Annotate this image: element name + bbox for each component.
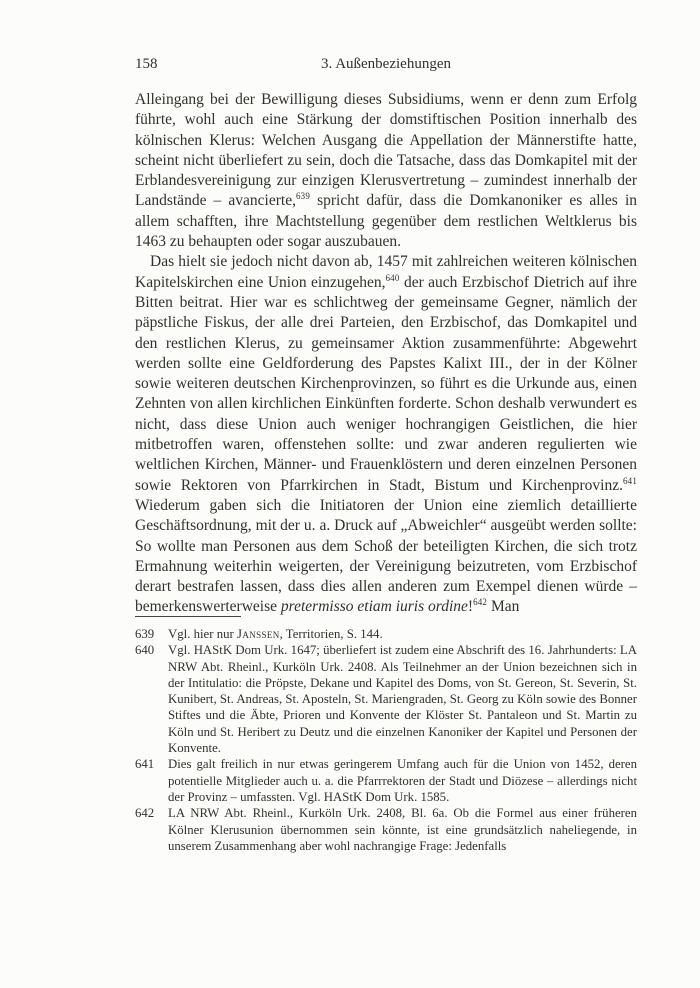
footnote-list: [135, 626, 637, 854]
footnote-number: 639: [135, 627, 155, 641]
footnote-separator: [135, 616, 241, 617]
paragraph: Das hielt sie jedoch nicht davon ab, 1457 mit zahlreichen weiteren kölnischen Kapitelskirchen eine Union einzugehen,$^{640}$ der auch Erzbischof Dietrich auf ihre Bitten beitrat. Hier war es schlichtweg der gemeinsame Gegner, nämlich der päpstliche Fiskus, der alle drei Parteien, den Erzbischof, das Domkapitel und den restlichen Klerus, zu gemeinsamer Aktion zusammenführte: Abgewehrt werden sollte eine Geldforderung des Papstes Kalixt III., der in der Kölner sowie weiteren deutschen Kirchenprovinzen, so führt es die Urkunde aus, einen Zehnten von allen kirchlichen Einkünften forderte. Schon deshalb verwundert es nicht, dass diese Union auch weniger hochrangigen Geistlichen, die hier mitbetroffen waren, offenstehen sollte: und zwar anderen regulierten wie weltlichen Kirchen, Männer- und Frauenklöstern und deren einzelnen Personen sowie Rektoren von Pfarrkirchen in Stadt, Bistum und Kirchenprovinz.$^{641}$ Wiederum gaben sich die Initiatoren der Union eine ziemlich detaillierte Geschäftsordnung, mit der u. a. Druck auf „Abweichler“ ausgeübt werden sollte: So wollte man Personen aus dem Schoß der beteiligten Kirchen, die sich trotz Ermahnung weiterhin weigerten, der Vereinigung beizutreten, vom Erzbischof derart bestrafen lassen, dass dies allen anderen zum Exempel dienen würde – bemerkenswerterweise pretermisso etiam iuris ordine!$^{642}$ Man: [135, 253, 637, 616]
footnote-item: [135, 756, 637, 805]
footnote-ref: 640: [385, 272, 400, 283]
footnote-text: LA NRW Abt. Rheinl., Kurköln Urk. 2408, Bl. 6a. Ob die Formel aus einer früheren Kölner Klerusunion übernommen sein könnte, ist eine grundsätzlich naheliegende, in unserem Zusammenhang aber wohl nachrangige Frage: Jedenfalls: [168, 806, 637, 853]
footnote-ref: 639: [295, 191, 310, 202]
paragraph: Alleingang bei der Bewilligung dieses Subsidiums, wenn er denn zum Erfolg führte, wohl auch eine Stärkung der domstiftischen Position innerhalb des kölnischen Klerus: Welchen Ausgang die Appellation der Männerstifte hatte, scheint nicht überliefert zu sein, doch die Tatsache, dass das Domkapitel mit der Erblandesvereinigung zur einzigen Klerusvertretung – zumindest innerhalb der Landstände – avancierte,$^{639}$ spricht dafür, dass die Domkanoniker es alles in allem schafften, ihre Machtstellung gegenüber dem restlichen Weltklerus bis 1463 zu behaupten oder sogar auszubauen.: [135, 91, 637, 251]
footnote-item: [135, 642, 637, 756]
footnote-number: 642: [135, 806, 155, 821]
footnote-ref: 641: [622, 475, 637, 486]
footnote-number: 641: [135, 757, 155, 772]
footnote-text: Vgl. HAStK Dom Urk. 1647; überliefert ist zudem eine Abschrift des 16. Jahrhunderts: LA NRW Abt. Rheinl., Kurköln Urk. 2408. Als Teilnehmer an der Union bezeichnen sich in der Intitulatio: die Pröpste, Dekane und Kapitel des Doms, von St. Gereon, St. Severin, St. Kunibert, St. Andreas, St. Aposteln, St. Mariengraden, St. Georg zu Köln sowie des Bonner Stiftes und die Äbte, Prioren und Konvente der Klöster St. Pantaleon und St. Martin zu Köln und St. Heribert zu Deutz und die einzelnen Kanoniker der Kapitel und Personen der Konvente.: [168, 643, 637, 756]
body-text: [135, 90, 637, 618]
footnote-text: Vgl. hier nur Janssen, Territorien, S. 144.: [168, 627, 383, 641]
running-head: 3. Außenbeziehungen: [321, 56, 451, 72]
footnote-item: [135, 626, 637, 642]
page-header: [135, 56, 637, 76]
footnote-ref: 642: [473, 597, 488, 608]
footnote-number: 640: [135, 643, 155, 658]
page-number: 158: [135, 56, 158, 72]
footnote-item: [135, 805, 637, 854]
footnote-text: Dies galt freilich in nur etwas geringerem Umfang auch für die Union von 1452, deren potentielle Mitglieder auch u. a. die Pfarrrektoren der Stadt und Diözese – allerdings nicht der Provinz – umfassten. Vgl. HAStK Dom Urk. 1585.: [168, 757, 637, 804]
